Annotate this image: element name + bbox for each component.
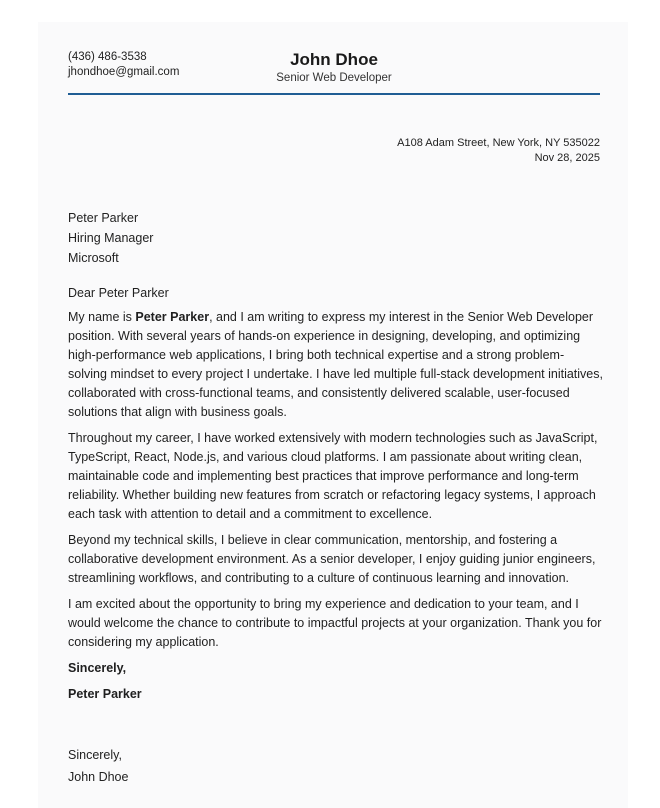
letter-date: Nov 28, 2025 xyxy=(534,152,600,164)
address-date-block xyxy=(397,136,600,166)
recipient-name: Peter Parker xyxy=(68,211,139,225)
paragraph-4: I am excited about the opportunity to bring my experience and dedication to your team, and I would welcome the chance to contribute to impactful projects at your organization. Thank you for considering my application. xyxy=(68,597,602,649)
sender-title: Senior Web Developer xyxy=(276,72,392,84)
recipient-block xyxy=(68,208,153,268)
closing-signoff: Sincerely, xyxy=(68,748,122,762)
header-divider xyxy=(68,93,600,95)
paragraph-2: Throughout my career, I have worked extensively with modern technologies such as JavaScript, TypeScript, React, Node.js, and various cloud platforms. I am passionate about writing clean, maintainable code and implementing best practices that improve performance and long-term reliability. Whether building new features from scratch or refactoring legacy systems, I approach each task with attention to detail and a commitment to excellence. xyxy=(68,431,598,521)
p1-intro: My name is xyxy=(68,310,136,324)
letter-body xyxy=(68,284,603,711)
closing-name: John Dhoe xyxy=(68,770,129,784)
recipient-company: Microsoft xyxy=(68,251,119,265)
email-address: jhondhoe@gmail.com xyxy=(68,66,180,78)
greeting: Dear Peter Parker xyxy=(68,286,169,300)
bold-signoff: Sincerely, xyxy=(68,661,127,675)
paragraph-1 xyxy=(68,308,603,422)
letter-header xyxy=(68,50,600,96)
closing-block xyxy=(68,744,128,788)
p1-name: Peter Parker xyxy=(135,310,210,324)
recipient-role: Hiring Manager xyxy=(68,231,154,245)
name-block xyxy=(68,50,600,86)
paragraph-3: Beyond my technical skills, I believe in clear communication, mentorship, and fostering a collaborative development environment. As a senior developer, I enjoy guiding junior engineers, streamlining workflows, and contributing to a culture of continuous learning and innovation. xyxy=(68,533,596,585)
letter-page xyxy=(38,22,628,808)
p1-rest: , and I am writing to express my interest in the Senior Web Developer position. With several years of hands-on experience in designing, developing, and optimizing high-performance web applications, I bring both technical expertise and a strong problem-solving mindset to every project I undertake. I have led multiple full-stack development initiatives, collaborated with cross-functional teams, and consistently delivered scalable, user-focused solutions that align with business goals. xyxy=(68,310,603,419)
sender-address: A108 Adam Street, New York, NY 535022 xyxy=(397,137,600,149)
sender-name: John Dhoe xyxy=(290,50,378,69)
phone-number: (436) 486-3538 xyxy=(68,51,147,63)
bold-signoff-name: Peter Parker xyxy=(68,687,142,701)
